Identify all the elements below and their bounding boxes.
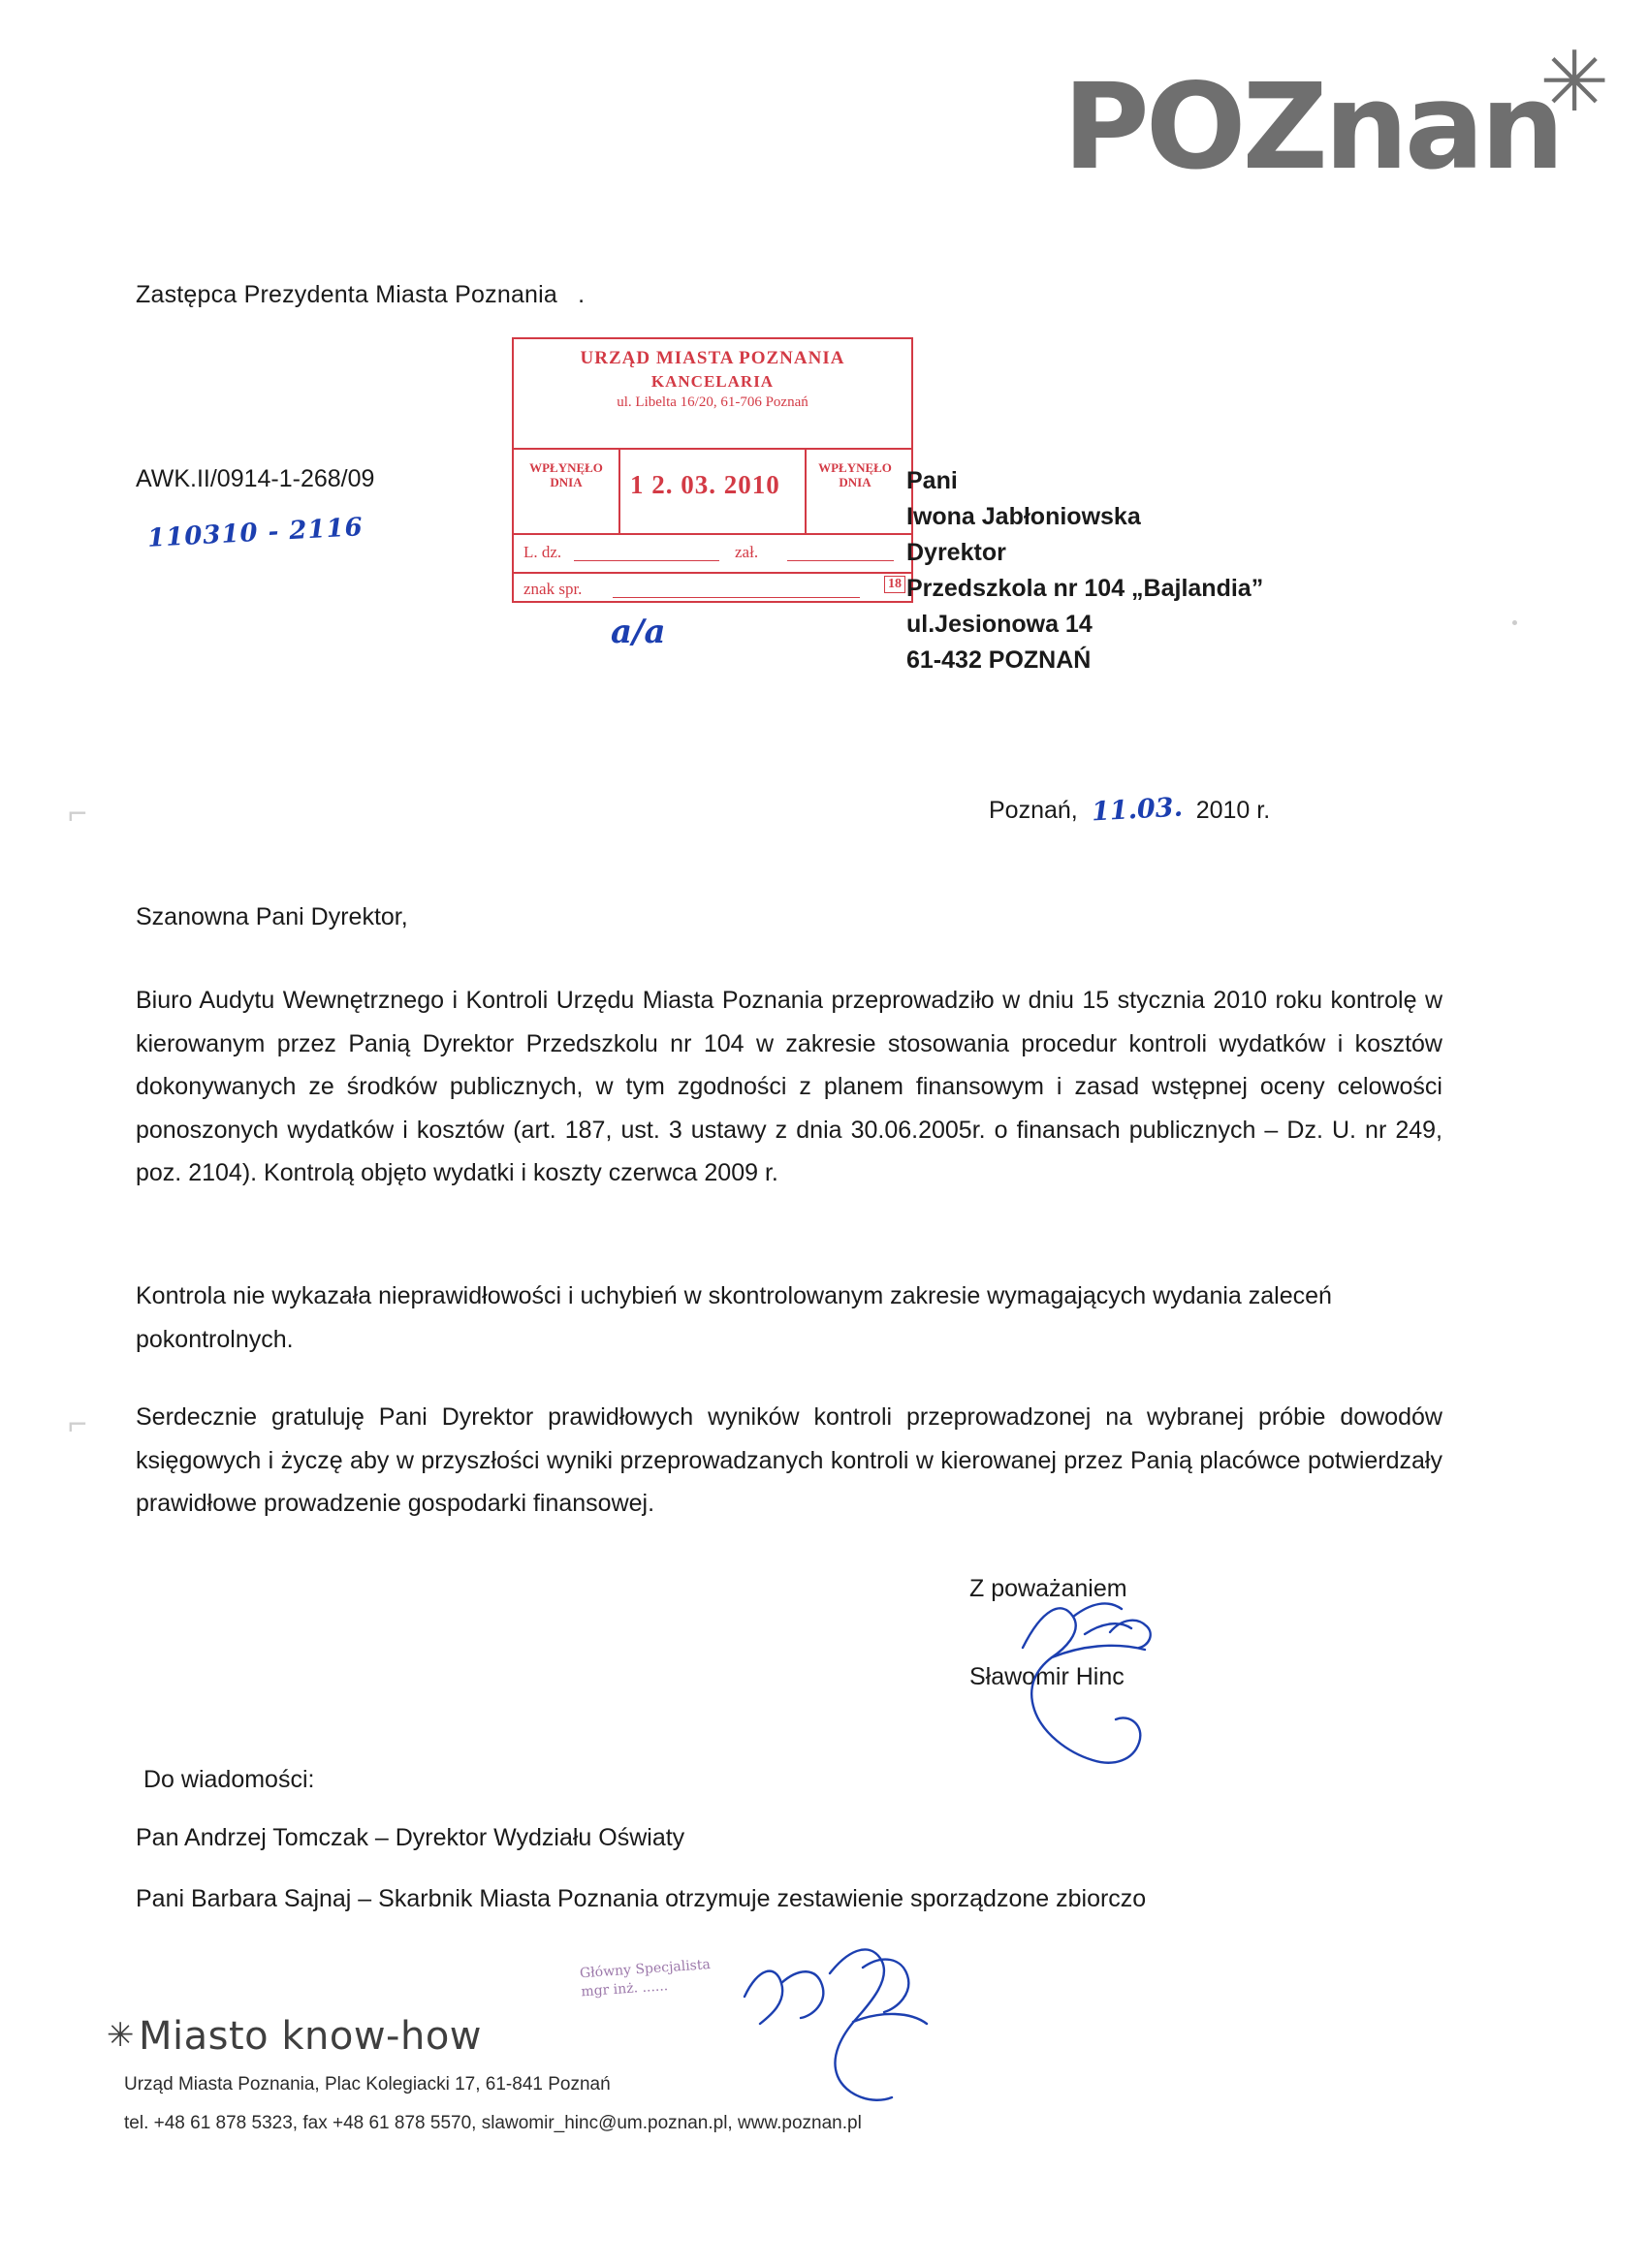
scan-artifact: ⌐ [68, 1405, 87, 1442]
purple-stamp-line-1: Główny Specjalista [579, 1957, 712, 1982]
stamp-ldz-line [574, 560, 719, 561]
addressee-block [906, 463, 1263, 678]
body-paragraph-1: Biuro Audytu Wewnętrznego i Kontroli Urzędu Miasta Poznania przeprowadziło w dniu 15 stycznia 2010 roku kontrolę w kierowanym przez Panią Dyrektor Przedszkolu nr 104 w zakresie stosowania procedur kontroli wydatków i kosztów dokonywanych ze środków publicznych, w tym zgodności z planem finansowym i zasad wstępnej oceny celowości ponoszonych wydatków i kosztów (art. 187, ust. 3 ustawy z dnia 30.06.2005r. o finansach publicznych – Dz. U. nr 249, poz. 2104). Kontrolą objęto wydatki i koszty czerwca 2009 r. [136, 987, 1442, 1186]
scan-speck [1512, 620, 1517, 625]
stamp-zal-line [787, 560, 894, 561]
date-year: 2010 r. [1195, 797, 1271, 824]
addressee-line-6: 61-432 POZNAŃ [906, 646, 1092, 674]
cc-item-2: Pani Barbara Sajnaj – Skarbnik Miasta Poznania otrzymuje zestawienie sporządzone zbiorczo [136, 1885, 1147, 1912]
signature-name: Sławomir Hinc [969, 1663, 1125, 1690]
stamp-left-label: WPŁYNĘŁO DNIA [529, 460, 603, 489]
date-handwritten-day: 11.03. [1091, 792, 1184, 828]
date-line [989, 792, 1271, 828]
addressee-line-1: Pani [906, 467, 958, 494]
deputy-dot: . [578, 281, 586, 308]
stamp-address: ul. Libelta 16/20, 61-706 Poznań [617, 394, 808, 410]
stamp-annotation-aa: a/a [611, 613, 666, 651]
footer-contact: tel. +48 61 878 5323, fax +48 61 878 5570, slawomir_hinc@um.poznan.pl, www.poznan.pl [124, 2113, 862, 2133]
addressee-line-5: ul.Jesionowa 14 [906, 611, 1093, 638]
reference-number: AWK.II/0914-1-268/09 [136, 465, 375, 492]
stamp-divider [514, 448, 911, 450]
addressee-line-4: Przedszkola nr 104 „Bajlandia” [906, 575, 1264, 602]
body-paragraph-3: Serdecznie gratuluję Pani Dyrektor prawidłowych wyników kontroli przeprowadzonej na wybranej próbie dowodów księgowych i życzę aby w przyszłości wyniki przeprowadzanych kontroli w kierowanej przez Panią placówce potwierdzały prawidłowe prowadzenie gospodarki finansowej. [136, 1403, 1442, 1517]
stamp-right-label: WPŁYNĘŁO DNIA [818, 460, 892, 489]
stamp-znak-label: znak spr. [523, 580, 583, 598]
body-paragraph-2: Kontrola nie wykazała nieprawidłowości i uchybień w skontrolowanym zakresie wymagających wydania zaleceń pokontrolnych. [136, 1282, 1332, 1353]
stamp-divider [514, 572, 911, 574]
purple-stamp-line-2: mgr inż. ...... [580, 1977, 669, 2000]
logo-text: POZnan [1062, 58, 1561, 196]
addressee-line-2: Iwona Jabłoniowska [906, 503, 1141, 530]
stamp-vertical-divider [618, 448, 620, 533]
signature-block [969, 1575, 1127, 1691]
stamp-subtitle: KANCELARIA [650, 372, 775, 391]
footer-address: Urząd Miasta Poznania, Plac Kolegiacki 17, 61-841 Poznań [124, 2074, 611, 2095]
purple-official-stamp [579, 1951, 787, 2042]
date-city: Poznań, [989, 797, 1078, 824]
cc-item-1: Pan Andrzej Tomczak – Dyrektor Wydziału Oświaty [136, 1824, 685, 1851]
slogan-asterisk-icon: ✳ [107, 2016, 135, 2055]
deputy-mayor-label: Zastępca Prezydenta Miasta Poznania [136, 281, 558, 308]
slogan-text: Miasto know-how [139, 2014, 483, 2059]
stamp-divider [514, 533, 911, 535]
city-slogan [107, 2014, 482, 2059]
stamp-date: 1 2. 03. 2010 [630, 470, 780, 499]
stamp-ldz-label: L. dz. [523, 543, 562, 561]
stamp-title: URZĄD MIASTA POZNANIA [580, 348, 845, 368]
stamp-znak-line [613, 597, 860, 598]
incoming-mail-stamp [512, 337, 913, 603]
asterisk-icon: ✳ [1538, 34, 1605, 131]
stamp-box-number: 18 [884, 576, 905, 593]
cc-title: Do wiadomości: [143, 1766, 315, 1793]
salutation: Szanowna Pani Dyrektor, [136, 903, 408, 930]
stamp-zal-label: zał. [735, 543, 759, 561]
reference-handwritten: 110310 - 2116 [146, 513, 364, 553]
addressee-line-3: Dyrektor [906, 539, 1006, 566]
scan-artifact: ⌐ [68, 795, 87, 832]
deputy-mayor-line [136, 281, 585, 309]
poznan-logo [1062, 34, 1605, 196]
signature-closing: Z poważaniem [969, 1575, 1127, 1602]
